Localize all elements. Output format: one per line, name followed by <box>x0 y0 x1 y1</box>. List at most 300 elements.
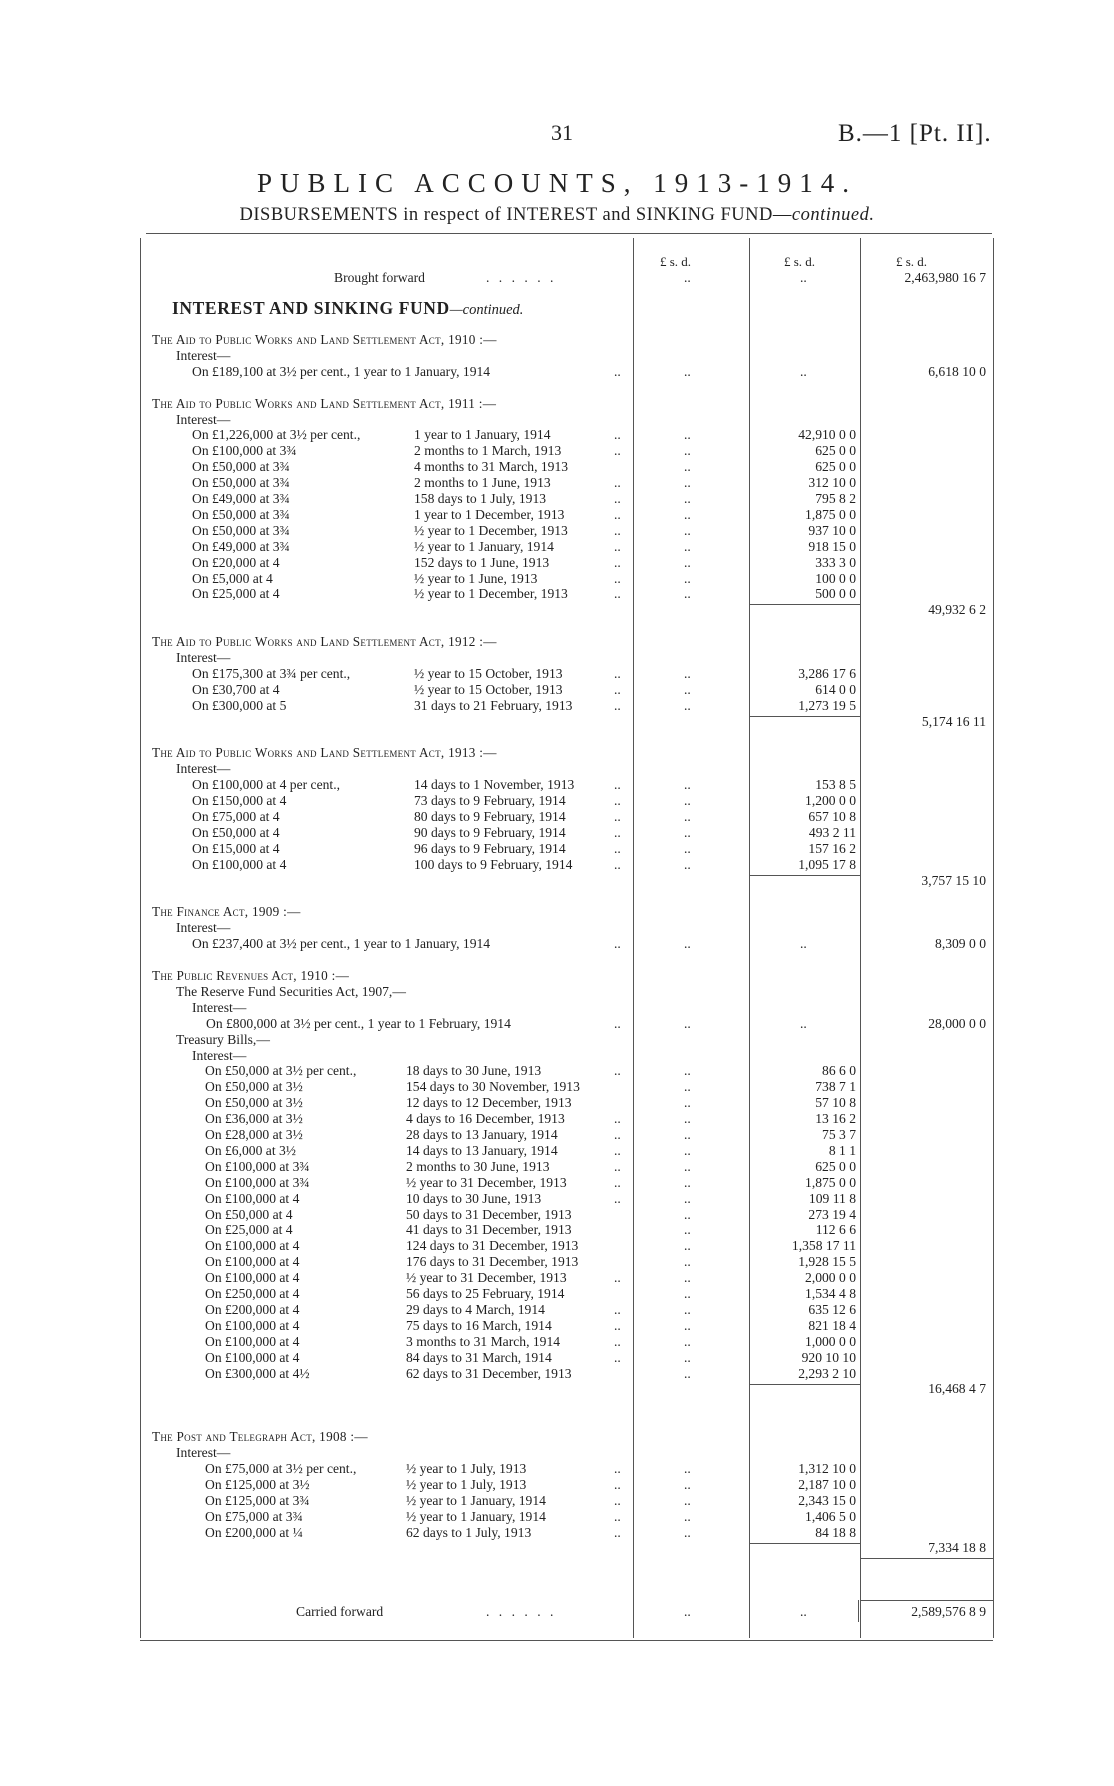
interest-period: ½ year to 15 October, 1913 <box>414 681 563 697</box>
entry-text: Interest— <box>176 411 231 427</box>
ledger-row <box>0 714 1114 730</box>
interest-period: ½ year to 31 December, 1913 <box>406 1174 567 1190</box>
col1-placeholder: .. <box>684 1142 691 1158</box>
ledger-row <box>0 1493 1114 1509</box>
loan-amount-rate: On £100,000 at 4 <box>205 1270 300 1286</box>
leader-dots: . . . . . . <box>486 270 557 285</box>
entry-text: Interest— <box>176 761 231 777</box>
ledger-row <box>0 841 1114 857</box>
carried-forward-top-rule <box>860 1600 993 1601</box>
interest-period: 12 days to 12 December, 1913 <box>406 1095 572 1111</box>
ledger-row <box>0 920 1114 936</box>
subtitle-text: DISBURSEMENTS in respect of INTEREST and SINKING FUND— <box>239 205 792 225</box>
interest-period: 152 days to 1 June, 1913 <box>414 554 550 570</box>
loan-amount-rate: On £50,000 at 3¾ <box>192 522 290 538</box>
table-bottom-rule <box>140 1640 993 1641</box>
interest-period: 14 days to 1 November, 1913 <box>414 777 575 793</box>
section-heading-continued: —continued. <box>449 302 524 318</box>
loan-amount-rate: On £100,000 at 3¾ <box>205 1158 310 1174</box>
ledger-row <box>0 412 1114 428</box>
loan-amount-rate: On £200,000 at 4 <box>205 1301 300 1317</box>
loan-amount-rate: On £300,000 at 5 <box>192 697 287 713</box>
leader-dots: .. <box>614 936 621 952</box>
amount: 112 6 6 <box>815 1222 856 1238</box>
loan-amount-rate: On £125,000 at 3½ <box>205 1476 310 1492</box>
amount: 1,312 10 0 <box>798 1460 856 1476</box>
loan-amount-rate: On £100,000 at 3¾ <box>192 443 297 459</box>
ledger-row <box>0 1032 1114 1048</box>
carried-forward-total: 2,589,576 8 9 <box>911 1604 986 1619</box>
amount: 918 15 0 <box>808 538 856 554</box>
entry-text: On £237,400 at 3½ per cent., 1 year to 1 January, 1914 <box>192 936 491 952</box>
col1-placeholder: .. <box>684 1095 691 1111</box>
ledger-row <box>0 427 1114 443</box>
col1-placeholder: .. <box>684 1158 691 1174</box>
ledger-row <box>0 586 1114 602</box>
ledger-row <box>0 1397 1114 1413</box>
interest-period: 176 days to 31 December, 1913 <box>406 1254 579 1270</box>
col1-placeholder: .. <box>684 1206 691 1222</box>
col1-placeholder: .. <box>684 1063 691 1079</box>
entry-text: Interest— <box>192 1047 247 1063</box>
ledger-row <box>0 396 1114 412</box>
loan-amount-rate: On £6,000 at 3½ <box>205 1142 296 1158</box>
ledger-row <box>0 491 1114 507</box>
ledger-row <box>0 507 1114 523</box>
leader-dots: .. <box>614 522 621 538</box>
ledger-row <box>0 682 1114 698</box>
ledger-row <box>0 1445 1114 1461</box>
interest-period: 2 months to 1 June, 1913 <box>414 475 551 491</box>
interest-period: ½ year to 1 July, 1913 <box>406 1460 527 1476</box>
brought-forward-label: Brought forward <box>334 270 425 285</box>
leader-dots: .. <box>614 1174 621 1190</box>
amount: 57 10 8 <box>815 1095 856 1111</box>
col1-placeholder: .. <box>684 1460 691 1476</box>
entry-text: The Reserve Fund Securities Act, 1907,— <box>176 983 406 999</box>
loan-amount-rate: On £28,000 at 3½ <box>205 1127 303 1142</box>
interest-period: 96 days to 9 February, 1914 <box>414 840 566 856</box>
amount: 273 19 4 <box>808 1206 856 1222</box>
amount: 614 0 0 <box>815 681 856 697</box>
ledger-row <box>0 1286 1114 1302</box>
ledger-row <box>0 332 1114 348</box>
ledger-row <box>0 952 1114 968</box>
col1-placeholder: .. <box>684 1524 691 1540</box>
act-heading: The Public Revenues Act, 1910 :— <box>152 968 350 983</box>
col1-placeholder: .. <box>684 427 691 443</box>
loan-amount-rate: On £300,000 at 4½ <box>205 1365 310 1381</box>
col2-placeholder: .. <box>800 936 807 952</box>
loan-amount-rate: On £175,300 at 3¾ per cent., <box>192 665 351 681</box>
amount: 500 0 0 <box>815 586 856 602</box>
amount: 109 11 8 <box>808 1190 856 1206</box>
act-heading: The Aid to Public Works and Land Settlement Act, 1911 :— <box>152 395 497 411</box>
interest-period: 29 days to 4 March, 1914 <box>406 1301 545 1317</box>
subtotal-amount: 49,932 6 2 <box>928 602 986 618</box>
loan-amount-rate: On £49,000 at 3¾ <box>192 538 290 554</box>
loan-amount-rate: On £100,000 at 4 <box>205 1349 300 1365</box>
ledger-row <box>0 904 1114 920</box>
interest-period: ½ year to 1 December, 1913 <box>414 586 568 602</box>
amount: 493 2 11 <box>808 824 856 840</box>
subtotal-amount: 6,618 10 0 <box>928 363 986 379</box>
col1-placeholder: .. <box>684 809 691 824</box>
leader-dots: .. <box>614 1270 621 1286</box>
col1-placeholder: .. <box>684 1349 691 1365</box>
leader-dots: .. <box>614 697 621 713</box>
leader-dots: .. <box>614 570 621 586</box>
leader-dots: .. <box>614 681 621 697</box>
ledger-row <box>0 936 1114 952</box>
amount: 157 16 2 <box>808 840 856 856</box>
ledger-row <box>0 1350 1114 1366</box>
amount: 625 0 0 <box>815 1158 856 1174</box>
leader-dots: .. <box>614 840 621 856</box>
interest-period: ½ year to 1 December, 1913 <box>414 522 568 538</box>
col1-placeholder: .. <box>684 936 691 952</box>
loan-amount-rate: On £50,000 at 3½ <box>205 1079 303 1095</box>
interest-period: 10 days to 30 June, 1913 <box>406 1190 542 1206</box>
amount: 1,928 15 5 <box>798 1254 856 1270</box>
amount: 1,273 19 5 <box>798 697 856 713</box>
leader-dots: .. <box>614 1492 621 1508</box>
col1-placeholder: .. <box>684 793 691 809</box>
amount: 75 3 7 <box>822 1127 856 1142</box>
leader-dots: .. <box>614 1476 621 1492</box>
column-header-3: £ s. d. <box>896 254 928 269</box>
col1-placeholder: .. <box>684 270 691 285</box>
brought-forward-total: 2,463,980 16 7 <box>904 270 986 285</box>
ledger-row <box>0 1159 1114 1175</box>
interest-period: 18 days to 30 June, 1913 <box>406 1063 542 1079</box>
subtotal-amount: 16,468 4 7 <box>928 1381 986 1397</box>
ledger-row <box>0 1238 1114 1254</box>
amount: 1,200 0 0 <box>805 793 856 809</box>
loan-amount-rate: On £5,000 at 4 <box>192 570 273 586</box>
amount: 920 10 10 <box>801 1349 856 1365</box>
column-header-2: £ s. d. <box>784 254 816 269</box>
ledger-row <box>0 1207 1114 1223</box>
subtitle-continued: continued. <box>791 205 875 225</box>
ledger-row <box>0 730 1114 746</box>
ledger-row <box>0 1318 1114 1334</box>
loan-amount-rate: On £75,000 at 3½ per cent., <box>205 1460 357 1476</box>
loan-amount-rate: On £75,000 at 3¾ <box>205 1508 303 1524</box>
leader-dots: .. <box>614 1349 621 1365</box>
interest-period: 73 days to 9 February, 1914 <box>414 793 566 809</box>
leader-dots: .. <box>614 554 621 570</box>
leader-dots: .. <box>614 491 621 506</box>
ledger-row <box>0 475 1114 491</box>
col1-placeholder: .. <box>684 1015 691 1031</box>
amount: 1,095 17 8 <box>798 856 856 872</box>
col1-placeholder: .. <box>684 1286 691 1301</box>
col1-placeholder: .. <box>684 1508 691 1524</box>
leader-dots: .. <box>614 809 621 824</box>
interest-period: 90 days to 9 February, 1914 <box>414 824 566 840</box>
total-rule <box>860 1558 993 1559</box>
act-heading: The Aid to Public Works and Land Settlement Act, 1913 :— <box>152 745 497 761</box>
loan-amount-rate: On £150,000 at 4 <box>192 793 287 809</box>
col1-placeholder: .. <box>684 1111 691 1127</box>
loan-amount-rate: On £50,000 at 4 <box>192 824 280 840</box>
leader-dots: .. <box>614 538 621 554</box>
interest-period: ½ year to 1 January, 1914 <box>406 1492 546 1508</box>
loan-amount-rate: On £15,000 at 4 <box>192 840 280 856</box>
amount: 1,358 17 11 <box>791 1238 856 1254</box>
ledger-row <box>0 650 1114 666</box>
amount: 1,000 0 0 <box>805 1333 856 1349</box>
leader-dots: .. <box>614 443 621 459</box>
amount: 84 18 8 <box>815 1524 856 1540</box>
leader-dots: .. <box>614 586 621 602</box>
carried-forward-left-rule <box>858 1600 859 1622</box>
ledger-row <box>0 555 1114 571</box>
loan-amount-rate: On £100,000 at 4 <box>205 1317 300 1333</box>
col1-placeholder: .. <box>684 538 691 554</box>
ledger-row <box>0 1095 1114 1111</box>
entry-text: On £189,100 at 3½ per cent., 1 year to 1 January, 1914 <box>192 363 491 379</box>
col1-placeholder: .. <box>684 856 691 872</box>
interest-period: ½ year to 1 January, 1914 <box>406 1508 546 1524</box>
amount: 795 8 2 <box>815 491 856 506</box>
col1-placeholder: .. <box>684 506 691 522</box>
entry-text: Treasury Bills,— <box>176 1031 270 1047</box>
leader-dots: .. <box>614 1111 621 1127</box>
col1-placeholder: .. <box>684 1270 691 1286</box>
ledger-row <box>0 1079 1114 1095</box>
carried-forward-label: Carried forward <box>296 1604 384 1619</box>
interest-period: 1 year to 1 December, 1913 <box>414 506 565 522</box>
col1-placeholder: .. <box>684 1365 691 1381</box>
ledger-row <box>0 984 1114 1000</box>
ledger-row <box>0 1191 1114 1207</box>
amount: 657 10 8 <box>808 809 856 824</box>
leader-dots: .. <box>614 856 621 872</box>
amount: 738 7 1 <box>815 1079 856 1095</box>
col2-placeholder: .. <box>800 1015 807 1031</box>
amount: 1,534 4 8 <box>805 1286 856 1301</box>
page-number: 31 <box>551 120 573 145</box>
loan-amount-rate: On £36,000 at 3½ <box>205 1111 303 1127</box>
col1-placeholder: .. <box>684 1174 691 1190</box>
loan-amount-rate: On £50,000 at 4 <box>205 1206 293 1222</box>
leader-dots: .. <box>614 427 621 443</box>
entry-text: Interest— <box>176 347 231 363</box>
leader-dots: .. <box>614 1190 621 1206</box>
interest-period: 2 months to 1 March, 1913 <box>414 443 562 459</box>
leader-dots: .. <box>614 1524 621 1540</box>
leader-dots: .. <box>614 1063 621 1079</box>
col1-placeholder: .. <box>684 1079 691 1095</box>
act-heading: The Post and Telegraph Act, 1908 :— <box>152 1429 368 1445</box>
leader-dots: .. <box>614 506 621 522</box>
ledger-row <box>0 634 1114 650</box>
amount: 2,187 10 0 <box>798 1476 856 1492</box>
col2-placeholder: .. <box>800 363 807 379</box>
col1-placeholder: .. <box>684 586 691 602</box>
col1-placeholder: .. <box>684 443 691 459</box>
ledger-row <box>0 1048 1114 1064</box>
col1-placeholder: .. <box>684 1604 691 1619</box>
brought-forward-row <box>0 270 1114 286</box>
carried-forward-row <box>0 1604 1114 1620</box>
amount: 625 0 0 <box>815 443 856 459</box>
act-heading: The Aid to Public Works and Land Settlement Act, 1910 :— <box>152 332 497 347</box>
amount: 42,910 0 0 <box>798 427 856 443</box>
entry-text: On £800,000 at 3½ per cent., 1 year to 1 February, 1914 <box>206 1015 511 1031</box>
page-title: PUBLIC ACCOUNTS, 1913-1914. <box>256 168 858 198</box>
col1-placeholder: .. <box>684 1492 691 1508</box>
act-heading: The Finance Act, 1909 :— <box>152 904 301 920</box>
interest-period: 41 days to 31 December, 1913 <box>406 1222 572 1238</box>
entry-text: Interest— <box>176 650 231 665</box>
ledger-row <box>0 1461 1114 1477</box>
act-heading: The Aid to Public Works and Land Settlement Act, 1912 :— <box>152 634 497 650</box>
ledger-row <box>0 1334 1114 1350</box>
loan-amount-rate: On £30,700 at 4 <box>192 681 280 697</box>
col1-placeholder: .. <box>684 1190 691 1206</box>
ledger-row <box>0 618 1114 634</box>
col1-placeholder: .. <box>684 824 691 840</box>
ledger-row <box>0 1525 1114 1541</box>
interest-period: ½ year to 1 June, 1913 <box>414 570 538 586</box>
loan-amount-rate: On £25,000 at 4 <box>205 1222 293 1238</box>
ledger-row <box>0 1540 1114 1556</box>
interest-period: 100 days to 9 February, 1914 <box>414 856 573 872</box>
ledger-row <box>0 777 1114 793</box>
leader-dots: .. <box>614 1015 621 1031</box>
amount: 8 1 1 <box>828 1142 856 1158</box>
amount: 3,286 17 6 <box>798 665 856 681</box>
ledger-row <box>0 523 1114 539</box>
section-heading <box>172 298 523 319</box>
subtotal-amount: 5,174 16 11 <box>921 713 986 729</box>
amount: 100 0 0 <box>815 570 856 586</box>
ledger-row <box>0 1254 1114 1270</box>
col1-placeholder: .. <box>684 777 691 793</box>
leader-dots: .. <box>614 824 621 840</box>
col1-placeholder: .. <box>684 1476 691 1492</box>
leader-dots: .. <box>614 1127 621 1142</box>
interest-period: ½ year to 15 October, 1913 <box>414 665 563 681</box>
leader-dots: .. <box>614 1142 621 1158</box>
col1-placeholder: .. <box>684 1254 691 1270</box>
amount: 153 8 5 <box>815 777 856 793</box>
ledger-row <box>0 1016 1114 1032</box>
col1-placeholder: .. <box>684 840 691 856</box>
interest-period: 4 months to 31 March, 1913 <box>414 459 569 475</box>
col2-placeholder: .. <box>800 1604 807 1619</box>
ledger-row <box>0 380 1114 396</box>
interest-period: 4 days to 16 December, 1913 <box>406 1111 565 1127</box>
ledger-row <box>0 1413 1114 1429</box>
amount: 2,343 15 0 <box>798 1492 856 1508</box>
col1-placeholder: .. <box>684 475 691 491</box>
leader-dots: .. <box>614 777 621 793</box>
interest-period: 84 days to 31 March, 1914 <box>406 1349 552 1365</box>
loan-amount-rate: On £50,000 at 3¾ <box>192 475 290 491</box>
ledger-row <box>0 809 1114 825</box>
interest-period: ½ year to 1 January, 1914 <box>414 538 554 554</box>
col1-placeholder: .. <box>684 665 691 681</box>
col1-placeholder: .. <box>684 1238 691 1254</box>
entry-text: Interest— <box>192 999 247 1015</box>
page-subtitle <box>0 205 1114 226</box>
ledger-row <box>0 793 1114 809</box>
ledger-row <box>0 1302 1114 1318</box>
leader-dots: .. <box>614 1301 621 1317</box>
interest-period: 14 days to 13 January, 1914 <box>406 1142 558 1158</box>
report-reference: B.—1 [Pt. II]. <box>838 120 992 147</box>
leader-dots: .. <box>614 665 621 681</box>
loan-amount-rate: On £100,000 at 4 <box>205 1238 300 1254</box>
interest-period: 50 days to 31 December, 1913 <box>406 1206 572 1222</box>
col1-placeholder: .. <box>684 697 691 713</box>
col1-placeholder: .. <box>684 1301 691 1317</box>
col1-placeholder: .. <box>684 522 691 538</box>
loan-amount-rate: On £50,000 at 3½ per cent., <box>205 1063 357 1079</box>
ledger-row <box>0 1270 1114 1286</box>
loan-amount-rate: On £200,000 at ¼ <box>205 1524 303 1540</box>
loan-amount-rate: On £49,000 at 3¾ <box>192 491 290 506</box>
ledger-row <box>0 459 1114 475</box>
interest-period: 154 days to 30 November, 1913 <box>406 1079 580 1095</box>
loan-amount-rate: On £50,000 at 3¾ <box>192 459 290 475</box>
subtotal-amount: 7,334 18 8 <box>928 1540 986 1556</box>
ledger-row <box>0 1429 1114 1445</box>
ledger-row <box>0 745 1114 761</box>
col1-placeholder: .. <box>684 1317 691 1333</box>
ledger-row <box>0 968 1114 984</box>
col1-placeholder: .. <box>684 681 691 697</box>
ledger-row <box>0 364 1114 380</box>
loan-amount-rate: On £100,000 at 4 <box>192 856 287 872</box>
loan-amount-rate: On £100,000 at 3¾ <box>205 1174 310 1190</box>
col1-placeholder: .. <box>684 1222 691 1238</box>
ledger-row <box>0 698 1114 714</box>
amount: 333 3 0 <box>815 554 856 570</box>
loan-amount-rate: On £1,226,000 at 3½ per cent., <box>192 427 361 443</box>
col1-placeholder: .. <box>684 491 691 506</box>
interest-period: 62 days to 1 July, 1913 <box>406 1524 532 1540</box>
leader-dots: .. <box>614 475 621 491</box>
ledger-row <box>0 666 1114 682</box>
ledger-row <box>0 443 1114 459</box>
ledger-row <box>0 1127 1114 1143</box>
leader-dots: .. <box>614 363 621 379</box>
interest-period: 31 days to 21 February, 1913 <box>414 697 573 713</box>
interest-period: 3 months to 31 March, 1914 <box>406 1333 561 1349</box>
loan-amount-rate: On £125,000 at 3¾ <box>205 1492 310 1508</box>
ledger-row <box>0 1381 1114 1397</box>
leader-dots: .. <box>614 1333 621 1349</box>
table-top-rule <box>146 233 992 234</box>
ledger-row <box>0 1175 1114 1191</box>
loan-amount-rate: On £50,000 at 3¾ <box>192 506 290 522</box>
amount: 1,406 5 0 <box>805 1508 856 1524</box>
amount: 2,000 0 0 <box>805 1270 856 1286</box>
ledger-row <box>0 1143 1114 1159</box>
loan-amount-rate: On £100,000 at 4 <box>205 1333 300 1349</box>
ledger-row <box>0 761 1114 777</box>
ledger-row <box>0 348 1114 364</box>
leader-dots: .. <box>614 1317 621 1333</box>
interest-period: 124 days to 31 December, 1913 <box>406 1238 579 1254</box>
amount: 1,875 0 0 <box>805 506 856 522</box>
interest-period: ½ year to 31 December, 1913 <box>406 1270 567 1286</box>
